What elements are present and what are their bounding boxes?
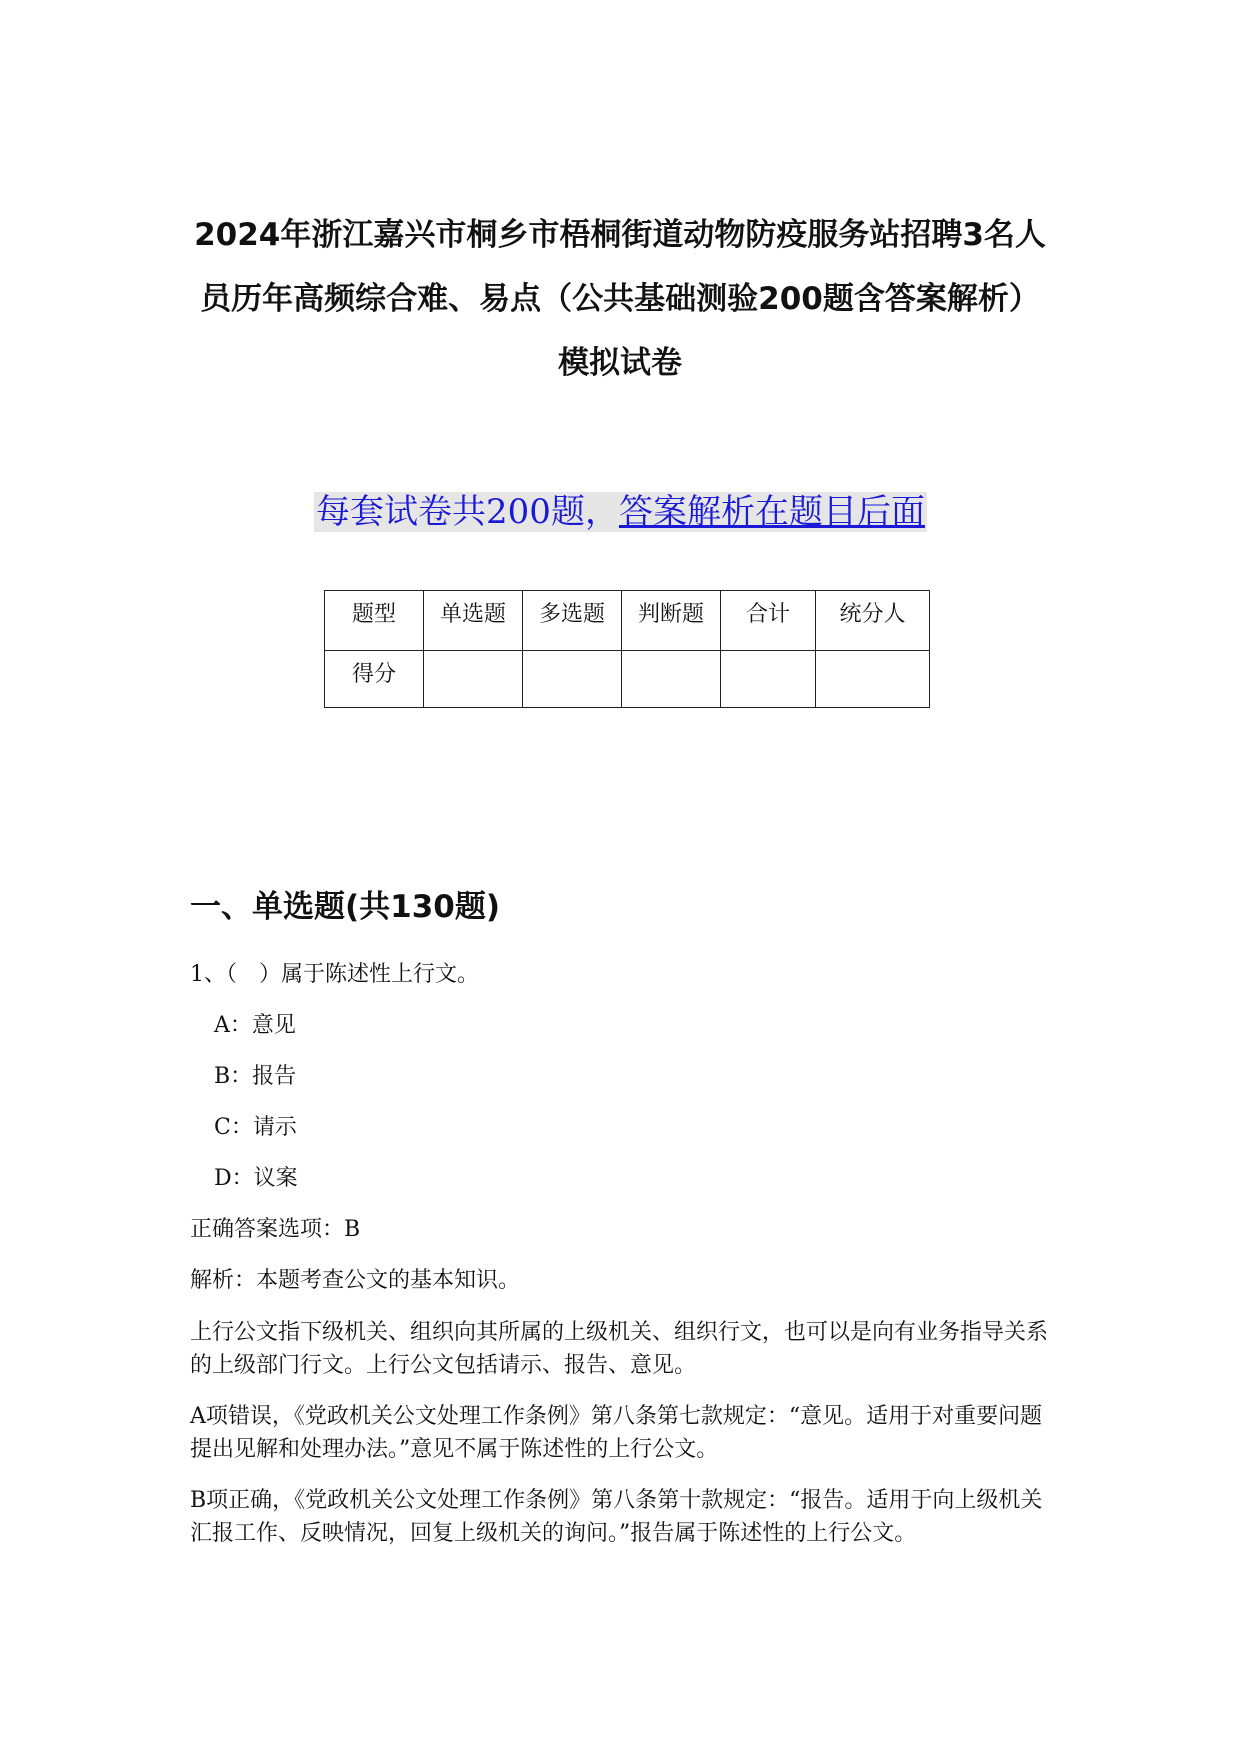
header-cell-total: 合计: [721, 591, 816, 651]
header-cell-single: 单选题: [424, 591, 523, 651]
answer-line: 正确答案选项：B: [190, 1217, 361, 1242]
analysis-intro: 解析：本题考查公文的基本知识。: [190, 1268, 521, 1293]
score-table: [324, 590, 930, 708]
score-cell[interactable]: [721, 651, 816, 708]
question-stem: 1、（ ）属于陈述性上行文。: [190, 962, 479, 987]
subtitle: [0, 488, 1241, 536]
header-cell-type: 题型: [325, 591, 424, 651]
score-cell[interactable]: [424, 651, 523, 708]
header-cell-judge: 判断题: [622, 591, 721, 651]
option-b: B：报告: [214, 1064, 297, 1089]
document-title: 2024年浙江嘉兴市桐乡市梧桐街道动物防疫服务站招聘3名人员历年高频综合难、易点（公共基础测验200题含答案解析）模拟试卷: [194, 217, 1046, 381]
subtitle-text: 每套试卷共200题，: [316, 492, 619, 532]
section-title: 一、单选题(共130题): [190, 889, 501, 925]
subtitle-link[interactable]: 答案解析在题目后面: [618, 492, 925, 532]
score-row-label: 得分: [325, 651, 424, 708]
header-cell-scorer: 统分人: [816, 591, 930, 651]
analysis-paragraph: B项正确，《党政机关公文处理工作条例》第八条第十款规定：“报告。适用于向上级机关汇报工作、反映情况，回复上级机关的询问。”报告属于陈述性的上行公文。: [190, 1488, 1043, 1546]
option-d: D：议案: [214, 1166, 298, 1191]
score-table-header-row: [325, 591, 930, 651]
score-cell[interactable]: [816, 651, 930, 708]
subtitle-highlight: [314, 492, 927, 532]
header-cell-multi: 多选题: [523, 591, 622, 651]
option-c: C：请示: [214, 1115, 297, 1140]
score-table-score-row: [325, 651, 930, 708]
analysis-paragraph: 上行公文指下级机关、组织向其所属的上级机关、组织行文，也可以是向有业务指导关系的上级部门行文。上行公文包括请示、报告、意见。: [190, 1320, 1049, 1378]
score-cell[interactable]: [622, 651, 721, 708]
option-a: A：意见: [214, 1013, 296, 1038]
analysis-paragraph: A项错误，《党政机关公文处理工作条例》第八条第七款规定：“意见。适用于对重要问题提出见解和处理办法。”意见不属于陈述性的上行公文。: [190, 1404, 1043, 1462]
score-cell[interactable]: [523, 651, 622, 708]
